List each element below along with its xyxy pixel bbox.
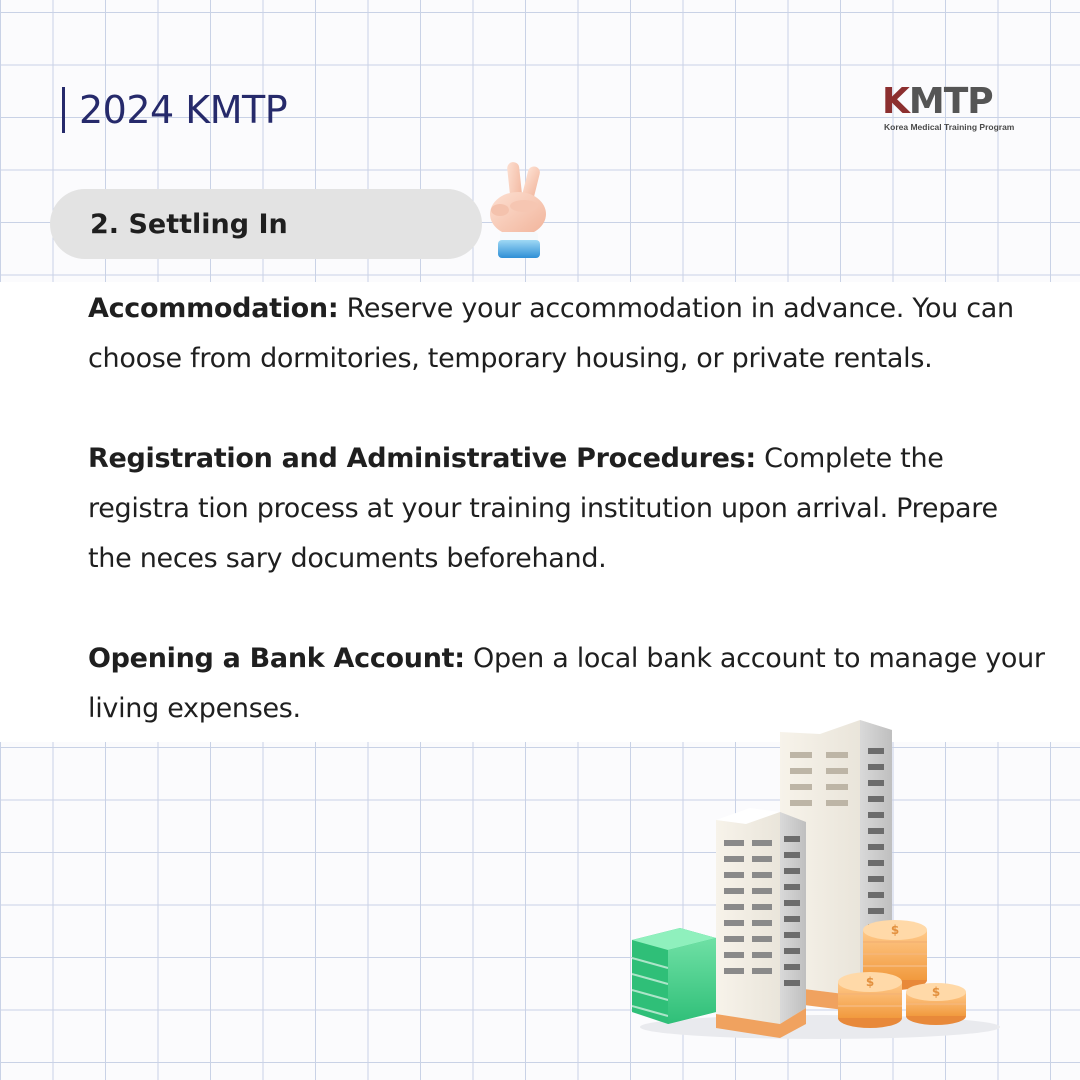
victory-hand-icon bbox=[484, 158, 554, 262]
logo-wordmark bbox=[882, 81, 993, 122]
settling-in-content bbox=[88, 284, 1048, 784]
svg-text:$: $ bbox=[865, 975, 875, 989]
svg-text:$: $ bbox=[931, 985, 941, 999]
paragraph-text: Reserve your accommodation in advance. You can choose from dormitories, temporary housing, or private rentals. bbox=[88, 293, 1014, 374]
logo-k-letter: K bbox=[882, 81, 909, 122]
page-title-text: 2024 KMTP bbox=[79, 88, 288, 132]
title-accent-bar bbox=[62, 87, 65, 133]
kmtp-logo bbox=[882, 81, 1022, 136]
paragraph-text: Open a local bank account to manage your living expenses. bbox=[88, 643, 1045, 724]
paragraph-label: Registration and Administrative Procedures: bbox=[88, 443, 756, 474]
paragraph-registration bbox=[88, 434, 1048, 584]
section-title: 2. Settling In bbox=[90, 208, 288, 240]
section-heading-pill bbox=[50, 189, 482, 259]
paragraph-label: Opening a Bank Account: bbox=[88, 643, 465, 674]
paragraph-label: Accommodation: bbox=[88, 293, 339, 324]
paragraph-text: Complete the registra tion process at your training institution upon arrival. Prepare the neces sary documents beforehand. bbox=[88, 443, 998, 574]
page-title bbox=[62, 86, 287, 134]
logo-rest-letters: MTP bbox=[908, 81, 993, 122]
paragraph-accommodation bbox=[88, 284, 1048, 384]
buildings-money-coins-icon bbox=[620, 712, 1000, 1042]
svg-text:$: $ bbox=[890, 923, 900, 937]
logo-subtitle: Korea Medical Training Program bbox=[884, 122, 1015, 132]
